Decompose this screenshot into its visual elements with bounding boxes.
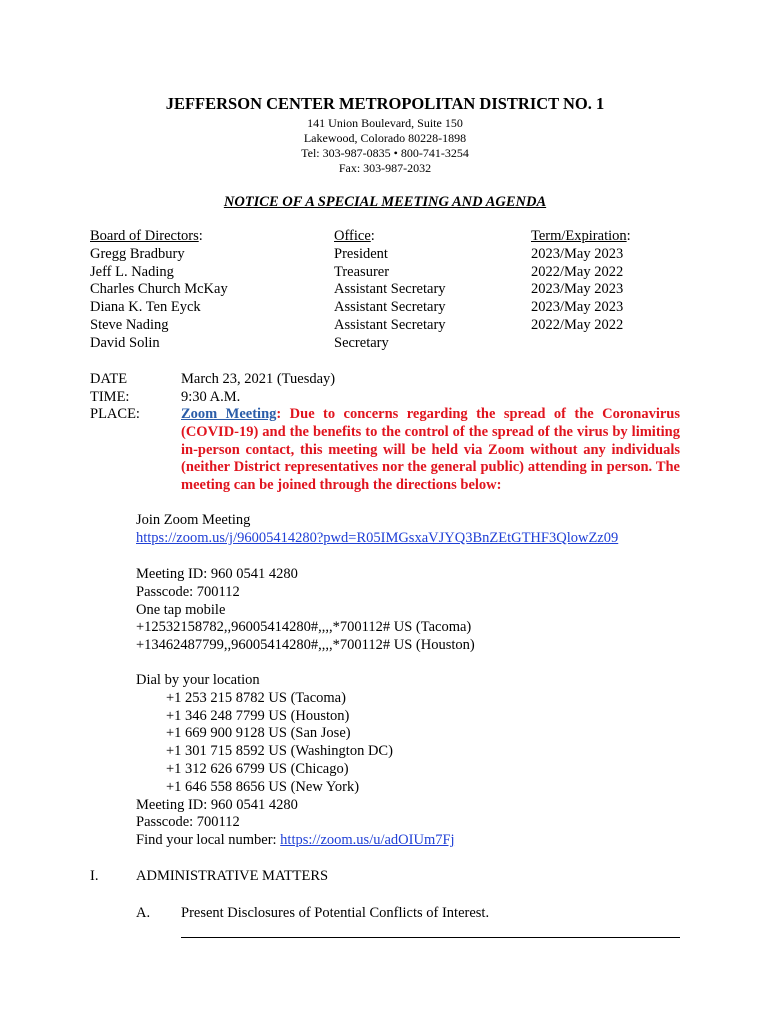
director-office: Assistant Secretary (334, 316, 446, 333)
dial-number: +1 301 715 8592 US (Washington DC) (166, 743, 393, 760)
telephone-line: Tel: 303-987-0835 • 800-741-3254 (301, 146, 469, 160)
director-name: David Solin (90, 334, 160, 351)
district-title: JEFFERSON CENTER METROPOLITAN DISTRICT NO. 1 (165, 94, 605, 113)
director-term: 2023/May 2023 (531, 245, 624, 262)
dial-number: +1 646 558 8656 US (New York) (166, 778, 360, 795)
director-name: Diana K. Ten Eyck (90, 299, 201, 316)
local-number-label: Find your local number: (136, 832, 281, 849)
director-term: 2022/May 2022 (531, 316, 624, 333)
date-value: March 23, 2021 (Tuesday) (181, 371, 336, 387)
time-label: TIME: (90, 389, 130, 405)
section-title: ADMINISTRATIVE MATTERS (136, 868, 329, 884)
director-term: 2023/May 2023 (531, 281, 624, 298)
dial-label: Dial by your location (136, 672, 260, 688)
section-number: I. (90, 868, 99, 884)
address-line-2: Lakewood, Colorado 80228-1898 (303, 131, 467, 145)
passcode: Passcode: 700112 (136, 583, 240, 600)
director-name: Charles Church McKay (90, 281, 228, 298)
dial-number: +1 669 900 9128 US (San Jose) (166, 725, 351, 742)
join-zoom-label: Join Zoom Meeting (136, 512, 251, 528)
item-letter: A. (136, 905, 151, 921)
director-term: 2022/May 2022 (531, 263, 624, 280)
office-header: Office: (334, 228, 375, 244)
signature-rule (181, 937, 680, 938)
passcode: Passcode: 700112 (136, 814, 240, 831)
dial-number: +1 312 626 6799 US (Chicago) (166, 760, 349, 777)
director-name: Steve Nading (90, 316, 169, 333)
zoom-join-block (136, 512, 618, 548)
one-tap-label: One tap mobile (136, 601, 226, 618)
zoom-join-url[interactable]: https://zoom.us/j/96005414280?pwd=R05IMGsxaVJYQ3BnZEtGTHF3QlowZz09 (136, 529, 619, 546)
dial-number: +1 346 248 7799 US (Houston) (166, 707, 350, 724)
term-header: Term/Expiration: (531, 228, 631, 244)
local-number-line (136, 832, 455, 850)
term-column (531, 228, 631, 335)
covid-notice-text: : Due to concerns regarding the spread of the Coronavirus (COVID-19) and the benefits to the control of the spread of the virus by limiting in-person contact, this meeting will be held via Zoom without any individuals (neither District representatives nor the general public) attending in person. The meeting can be joined through the directions below: (181, 406, 681, 494)
address-line-1: 141 Union Boulevard, Suite 150 (307, 116, 463, 130)
director-office: Treasurer (334, 263, 390, 280)
fax-line: Fax: 303-987-2032 (338, 161, 432, 175)
meeting-id: Meeting ID: 960 0541 4280 (136, 796, 298, 813)
directors-column (90, 228, 228, 353)
director-term: 2023/May 2023 (531, 299, 624, 316)
item-text: Present Disclosures of Potential Conflicts of Interest. (181, 905, 490, 921)
one-tap-number: +12532158782,,96005414280#,,,,*700112# US (Tacoma) (136, 619, 472, 636)
one-tap-number: +13462487799,,96005414280#,,,,*700112# US (Houston) (136, 637, 475, 654)
meeting-id: Meeting ID: 960 0541 4280 (136, 566, 298, 582)
director-office: Secretary (334, 334, 389, 351)
director-name: Gregg Bradbury (90, 245, 185, 262)
director-office: Assistant Secretary (334, 299, 446, 316)
directors-header: Board of Directors: (90, 228, 203, 244)
place-description (181, 406, 680, 495)
office-column (334, 228, 446, 353)
time-value: 9:30 A.M. (181, 389, 241, 405)
dial-number: +1 253 215 8782 US (Tacoma) (166, 689, 346, 706)
date-label: DATE (90, 371, 128, 387)
notice-title: NOTICE OF A SPECIAL MEETING AND AGENDA (223, 194, 547, 210)
director-office: President (334, 245, 388, 262)
director-office: Assistant Secretary (334, 281, 446, 298)
director-name: Jeff L. Nading (90, 263, 174, 280)
place-label: PLACE: (90, 406, 140, 422)
dial-block (136, 672, 455, 850)
zoom-details-block (136, 566, 475, 655)
local-number-link[interactable]: https://zoom.us/u/adOIUm7Fj (280, 832, 455, 849)
zoom-meeting-link[interactable]: Zoom Meeting (181, 406, 277, 422)
